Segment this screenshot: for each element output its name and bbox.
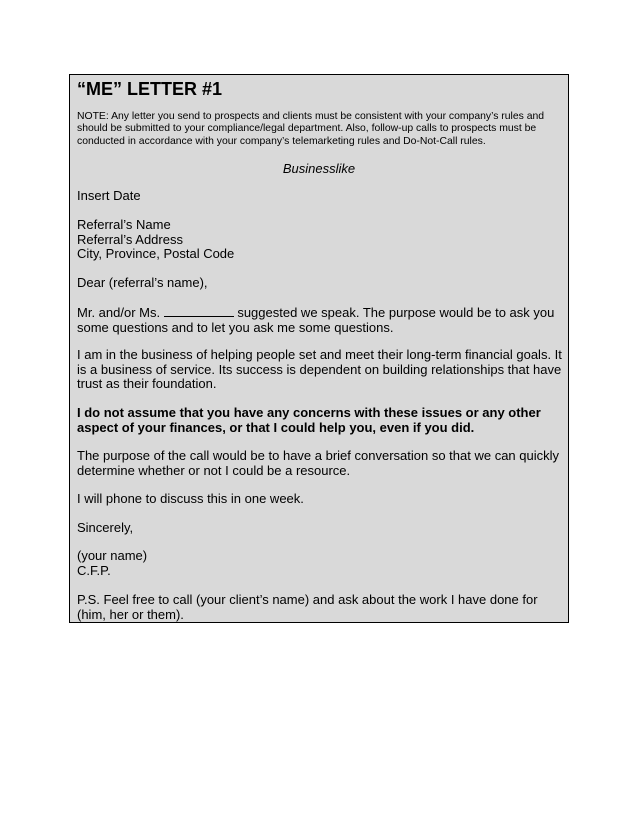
assumption-paragraph: I do not assume that you have any concerns with these issues or any other aspect of your finances, or that I could help you, even if you did. xyxy=(77,405,541,435)
style-label: Businesslike xyxy=(282,161,356,176)
salutation: Dear (referral’s name), xyxy=(77,275,208,290)
purpose-paragraph: The purpose of the call would be to have a brief conversation so that we can quickly determine whether or not I could be a resource. xyxy=(77,448,560,478)
signature-block xyxy=(77,549,563,578)
compliance-note: NOTE: Any letter you send to prospects and clients must be consistent with your company’s rules and should be submitted to your compliance/legal department. Also, follow-up calls to prospects must be conducted in accordance with your company’s telemarketing rules and Do-Not-Call rules. xyxy=(77,111,545,147)
phone-paragraph: I will phone to discuss this in one week. xyxy=(77,491,304,506)
name-blank xyxy=(164,305,234,317)
intro-after-blank: suggested we speak. The purpose would be to ask you some questions and to let you ask me some questions. xyxy=(77,305,555,335)
intro-paragraph xyxy=(77,305,563,335)
postscript: P.S. Feel free to call (your client’s name) and ask about the work I have done for (him, her or them). xyxy=(77,592,538,622)
signature-title: C.F.P. xyxy=(77,562,111,578)
intro-before-blank: Mr. and/or Ms. xyxy=(77,305,161,320)
closing: Sincerely, xyxy=(77,520,134,535)
address-line-address: Referral’s Address xyxy=(77,231,183,247)
address-block xyxy=(77,218,563,262)
business-paragraph: I am in the business of helping people set and meet their long-term financial goals. It is a business of service. Its success is dependent on building relationships that have trust as their foundation. xyxy=(77,347,562,392)
address-line-name: Referral’s Name xyxy=(77,217,171,232)
letter-title: “ME” LETTER #1 xyxy=(77,79,223,99)
insert-date: Insert Date xyxy=(77,188,141,203)
address-line-city: City, Province, Postal Code xyxy=(77,246,235,262)
letter-box xyxy=(69,74,569,623)
signature-name: (your name) xyxy=(77,548,148,563)
